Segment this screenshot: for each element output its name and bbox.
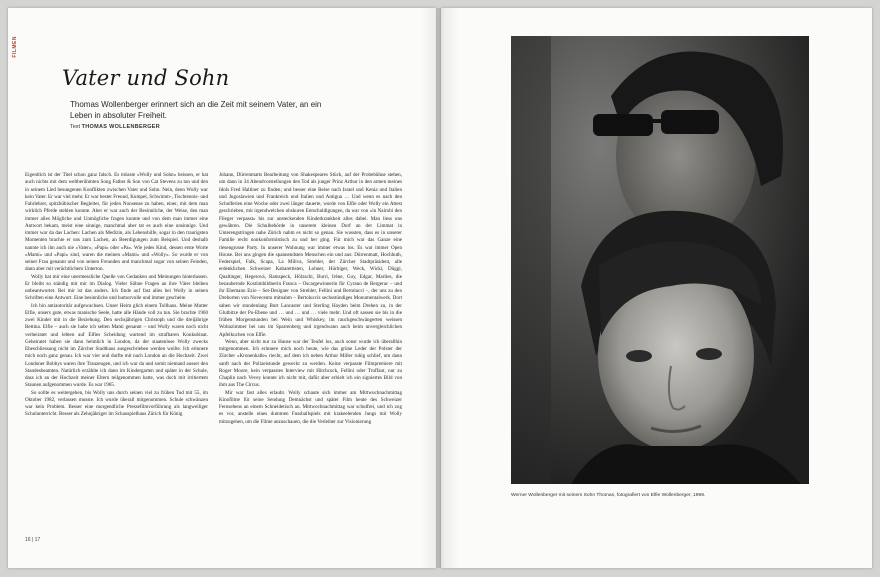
article-lead: Thomas Wollenberger erinnert sich an die Zeit mit seinem Vater, an ein Leben in absoluter Freiheit. bbox=[70, 100, 322, 120]
portrait-photo bbox=[511, 36, 809, 484]
photo-caption: Werner Wollenberger mit seinem Sohn Thomas, fotografiert von Elfie Wollenberger, 1969. bbox=[511, 493, 706, 498]
body-paragraph: Wolly hat mir eine unermessliche Quelle von Gedanken und Meinungen hinterlassen. Er bleibt so ständig mit mir im Dialog. Vieler Söhne Fragen an ihre Väter bleiben unbeantwortet. Bei mir ist das anders. Ich finde auf fast alles bei Wolly in seinen Schriften eine Antwort. Eine besinnliche und humorvolle und immer gescheite. bbox=[25, 273, 208, 302]
credit-author: THOMAS WOLLENBERGER bbox=[81, 124, 161, 130]
page-numbers: 16 | 17 bbox=[25, 537, 41, 543]
body-column-2 bbox=[219, 172, 402, 544]
body-paragraph: Mir war fast alles erlaubt. Wolly schaute sich immer am Mittwochnachmittag Kinofilme für seine Sendung Demnächst und später Film heute des Schweizer Fernsehens an einem Schneidetisch an. Mittwochnachmittag war schulfrei, und ich zog es vor, anstelle eines dummen Fussballspiels mit krakeelenden Jungs mit Wolly mitzugehen, um die Filme anzuschauen, die die Verleiher zur Visionierung bbox=[219, 389, 402, 425]
body-column-1 bbox=[25, 172, 208, 544]
body-paragraph: So sollte es weitergehen, bis Wolly uns durch seinen viel zu frühen Tod mit 55, im Oktober 1982, verlassen musste. Ich wurde überall mitgenommen. Schule schwänzen war kein Problem. Besser eine morgendliche Pressefilmvorführung als langweiliger Schulunterricht. Besser als Zehnjähriger im Schauspielhaus Zürich für König bbox=[25, 389, 208, 418]
article-title: Vater und Sohn bbox=[62, 66, 230, 90]
article-credit bbox=[70, 124, 160, 130]
body-paragraph: Ich bin antiautoritär aufgewachsen. Unser Heim glich einem Tollhaus. Meine Mutter Elfie, unsers gute, etwas manische Seele, hatte alle Hände voll zu tun. Sie brachte 1960 zwei Kinder mit in die Beziehung. Den sechsjährigen Christoph und die dreijährige Bettina. Elfie – auch sie habe ich selten Mami genannt – und Wolly waren noch nicht verheiratet und lebten auf Elfies Scheidung wartend im strafbaren Konkubinat. Geheiratet haben sie dann heimlich in London, da der staatenlose Wolly zwecks Eheschliessung nicht im Zürcher Stadthaus ausgeschrieben werden wollte. Ich erinnere mich noch ganz genau. Ich war vier und durfte mit nach London an die Hochzeit. Zwei Londoner Bobbys waren ihre Trauzeugen, und ich war da und somit niemand ausser den Standesbeamten. Natürlich erzählte ich dann im Kindergarten und später in der Schule, dass ich an der Hochzeit meiner Eltern teilgenommen hatte, was doch mit irritiertem Staunen aufgenommen wurde. Es war 1965. bbox=[25, 302, 208, 389]
body-paragraph: Johann, Dürrenmatts Bearbeitung von Shakespeares Stück, auf der Probebühne stehen, um dann in 34 Abendvorstellungen den Tod als junger Prinz Arthur in den armen meines Idols Fred Haltiner zu finden; und besser eine Reise nach Israel und Kenia und Italien und Jugoslawien und Frankreich und Italien und Antigua … Und wenn es nach den Schulferien eine Woche oder zwei länger dauerte, wurde von Elfie oder Wolly ein Attest geschrieben, mit irgendwelchen obskuren Entschuldigungen, da war von «in Nairobi den Flieger verpasst» bis zur ansteckenden Kinderkrankheit alles dabei. Man liess uns gewähren. Die Schulbehörde in unserem kleinen Dorf an der Limmat in Unterengstringen nahe Zürich nahm es nicht so genau. Sie wussten, dass es in unserer Familie recht nonkonformistisch zu und her ging. Für mich war das Ganze eine riesengrosse Party. In unserer Wohnung war immer etwas los. Es war immer Open House. Bei uns gingen die spannendsten Menschen ein und aus: Dürrenmatt, Hochhuth, Federspiel, Falk, Scapa, La Miliva, Strebler, der Zürcher Stadtpräsident, alle erdenklichen Schweizer Kabarettisten, Lohner, Hürbiger, Weck, Wicki, Düggi, Qualtinger, Hegerová, Ramspeck, Hölzschi, Burri, Irène, Guy, Edgar, Marlies, die bezaubernde Kostümbildnerin Franca – Oscargewinnerin für Cyrano de Bergerac – und ihr Ehemann Ezio – Set-Designer von Strehler, Fellini und Bertolucci –, der uns zu den Drehorten von Novecento mitnahm – Bertoluccis sechsstündiges Monumentalwerk. Dort sahen wir stundenlang Burt Lancaster und Sterling Hayden beim Drehen zu, in der Glutbitze der Po-Ebene und … und … und … viele mehr. Und oft sassen sie bis in die frühen Morgenstunden bei Wein und Whiskey, im rauchgeschwängerten weissen Wohnzimmer bei uns im Sparrenberg und irgendwann auch beim unvergleichlichen Apfelkuchen von Elfie. bbox=[219, 172, 402, 338]
section-tag: FILMEN bbox=[12, 36, 18, 58]
body-paragraph: Wenn, aber nicht nur zu Hause war der Teufel los, auch sonst wurde ich überallhin mitgenommen. Ich erinnere mich noch heute, wie das grüne Leder der Polster der Zürcher «Kronenhalle» riecht, auf dem ich neben Arthur Miller ruhig schlief, um dann sanft nach der Polizeistunde geweckt zu werden. Keine verpasste Filmpremiere mit Roger Moore, kein verpasstes Interview mit Hitchcock, Fellini oder Truffaut, nur zu Chaplin nach Vevey konnte ich nicht mit, dafür aber erhielt ich ein signiertes Bild von ihm aus The Circus. bbox=[219, 338, 402, 389]
credit-prefix: Text bbox=[70, 124, 81, 130]
body-paragraph: Eigentlich ist der Titel schon ganz falsch. Es müsste «Wolly und Sohn» heissen, er hat auch nichts mit dem weltberühmten Song Father & Son von Cat Stevens zu tun und den in seinem Lied besungenen Konflikten zwischen Vater und Sohn. Nein, denn Wolly war kein Vater. Er war viel mehr. Er war bester Freund, Kumpel, Schwimm-, Tischtennis- und Fahrlehrer, spitzbübischer Begleiter, für jeden Nonsense zu haben, einer, mit dem man wirklich Pferde stehlen konnte. Aber er war auch der Besinnliche, der Weise, den man immer alles Mögliche und Unmögliche fragen konnte und von dem man immer eine Antwort bekam, meist eine sinnige, manchmal aber tat es auch eine unsinnige. Und immer war da das Lachen: Lachen als Medizin, als Lebenshilfe, sogar in den traurigsten Momenten brachte er uns zum Lachen, an Beerdigungen zum Beispiel. Und deshalb nannte ich ihn auch nie «Vater», «Papi» oder «Pa». Wie jedes Kind, dessen erste Worte «Mami» und «Papi» sind, waren die meinen «Mami» und «Wolly». So wurde er von seiner Frau genannt und von seinen Freunden und manchmal sogar von seinen Feinden, dann aber mit verächtlichem Unterton. bbox=[25, 172, 208, 273]
